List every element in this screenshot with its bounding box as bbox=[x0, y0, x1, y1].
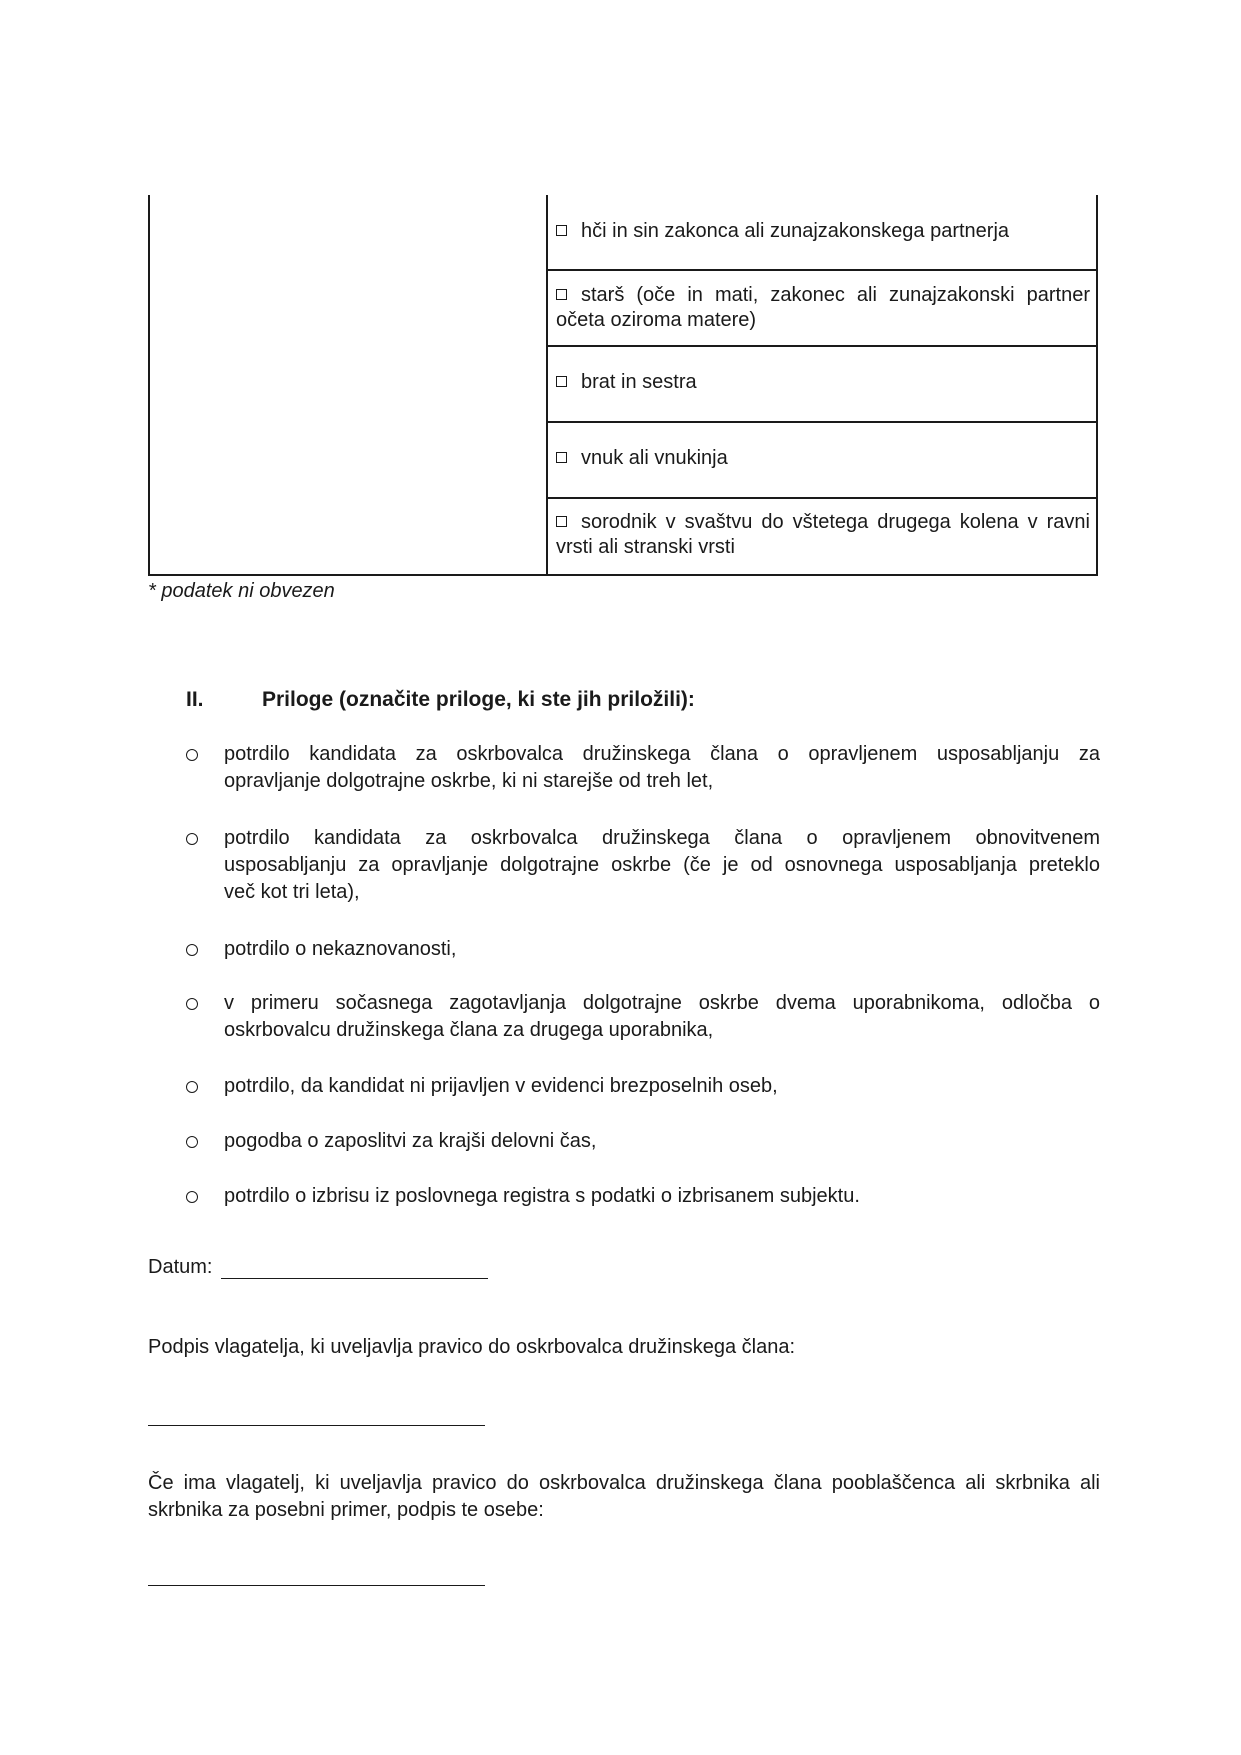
option-sibling[interactable]: brat in sestra bbox=[556, 370, 1090, 395]
relationship-table bbox=[148, 195, 1100, 576]
guardian-signature-field[interactable] bbox=[148, 1585, 485, 1586]
section-title: Priloge (označite priloge, ki ste jih priložili): bbox=[262, 688, 695, 711]
option-parent[interactable]: starš (oče in mati, zakonec ali zunajzakonski partner očeta oziroma matere) bbox=[556, 284, 1090, 331]
table-row-divider bbox=[546, 345, 1098, 347]
table-border-middle bbox=[546, 195, 548, 576]
date-field[interactable] bbox=[221, 1278, 488, 1279]
radio-circle-icon[interactable] bbox=[186, 1136, 198, 1148]
checkbox-icon[interactable] bbox=[556, 225, 567, 236]
radio-circle-icon[interactable] bbox=[186, 833, 198, 845]
optional-field-note: * podatek ni obvezen bbox=[148, 580, 335, 602]
checkbox-icon[interactable] bbox=[556, 376, 567, 387]
table-border-left bbox=[148, 195, 150, 576]
date-label: Datum: bbox=[148, 1256, 213, 1278]
table-border-right bbox=[1096, 195, 1098, 576]
radio-circle-icon[interactable] bbox=[186, 1191, 198, 1203]
option-in-law[interactable]: sorodnik v svaštvu do vštetega drugega kolena v ravni vrsti ali stranski vrsti bbox=[556, 511, 1090, 558]
radio-circle-icon[interactable] bbox=[186, 944, 198, 956]
option-grandchild[interactable]: vnuk ali vnukinja bbox=[556, 446, 1090, 471]
section-number: II. bbox=[186, 688, 204, 711]
table-row-divider bbox=[546, 421, 1098, 423]
table-row-divider bbox=[546, 497, 1098, 499]
applicant-signature-label: Podpis vlagatelja, ki uveljavlja pravico do oskrbovalca družinskega člana: bbox=[148, 1336, 796, 1358]
option-child-of-spouse[interactable]: hči in sin zakonca ali zunajzakonskega partnerja bbox=[556, 219, 1090, 244]
radio-circle-icon[interactable] bbox=[186, 749, 198, 761]
radio-circle-icon[interactable] bbox=[186, 998, 198, 1010]
checkbox-icon[interactable] bbox=[556, 452, 567, 463]
radio-circle-icon[interactable] bbox=[186, 1081, 198, 1093]
checkbox-icon[interactable] bbox=[556, 516, 567, 527]
guardian-signature-label: Če ima vlagatelj, ki uveljavlja pravico do oskrbovalca družinskega člana pooblaščenca ali skrbnika ali skrbnika za posebni primer, podpis te osebe: bbox=[148, 1472, 1100, 1521]
applicant-signature-field[interactable] bbox=[148, 1425, 485, 1426]
checkbox-icon[interactable] bbox=[556, 289, 567, 300]
table-row-divider bbox=[546, 269, 1098, 271]
table-border-bottom bbox=[148, 574, 1098, 576]
